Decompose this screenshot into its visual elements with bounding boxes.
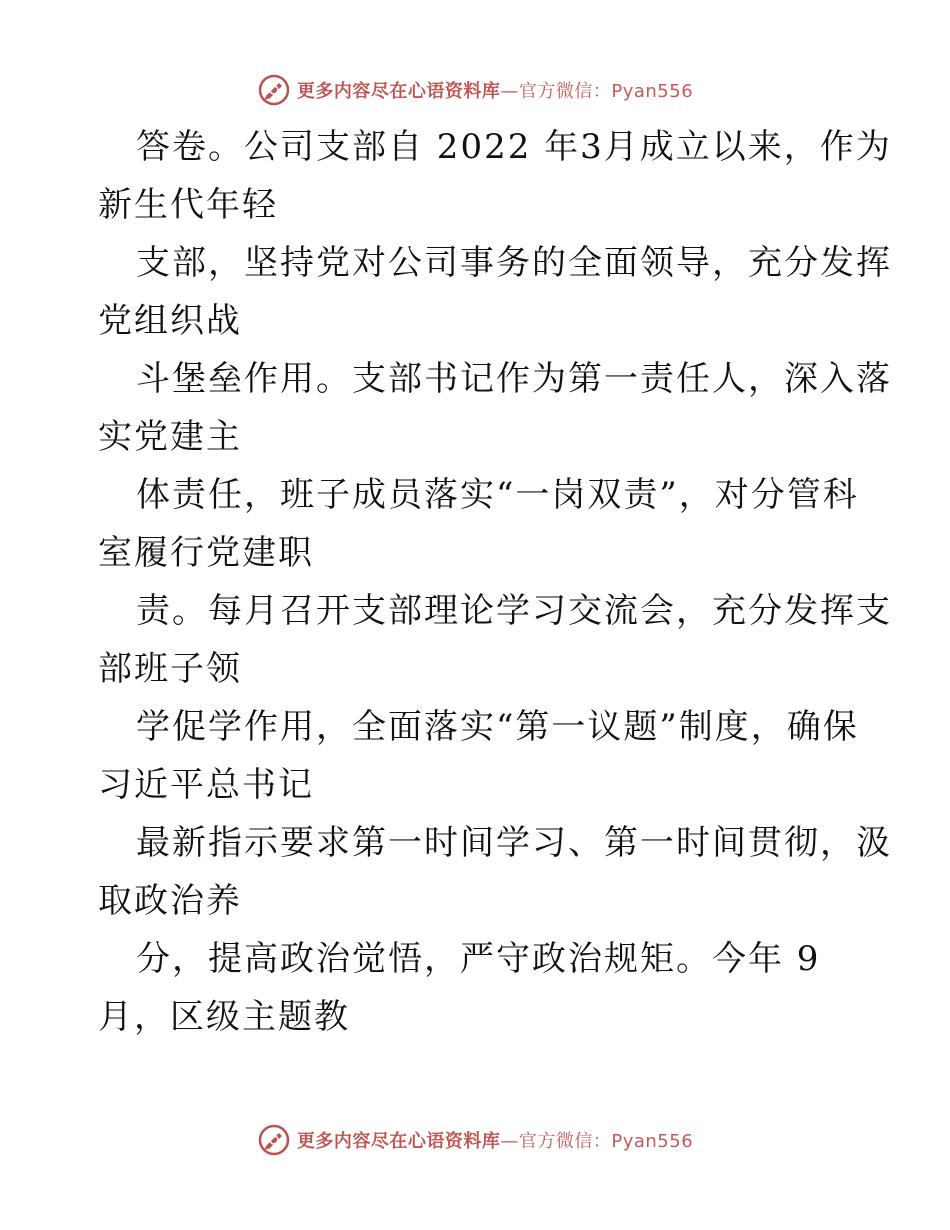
brand-logo-icon <box>257 1123 291 1157</box>
watermark-main-text: 更多内容尽在心语资料库 <box>296 81 501 102</box>
text-line: 新生代年轻 <box>98 185 278 225</box>
text-line: 月，区级主题教 <box>98 997 350 1037</box>
text-line: 答卷。公司支部自 2022 年3月成立以来，作为 <box>136 127 892 167</box>
text-line: 取政治养 <box>98 881 242 921</box>
document-body <box>98 118 892 1046</box>
text-line: 学促学作用，全面落实“第一议题”制度，确保 <box>136 707 859 747</box>
watermark-main-text: 更多内容尽在心语资料库 <box>296 1131 501 1152</box>
text-line: 斗堡垒作用。支部书记作为第一责任人，深入落 <box>136 359 892 399</box>
footer-watermark <box>0 1120 950 1160</box>
watermark-sub-text: —官方微信：Pyan556 <box>500 1131 694 1152</box>
brand-logo-icon <box>257 73 291 107</box>
text-line: 室履行党建职 <box>98 533 314 573</box>
text-line: 部班子领 <box>98 649 242 689</box>
text-line: 支部，坚持党对公司事务的全面领导，充分发挥 <box>136 243 892 283</box>
text-line: 习近平总书记 <box>98 765 314 805</box>
text-line: 实党建主 <box>98 417 242 457</box>
text-line: 最新指示要求第一时间学习、第一时间贯彻，汲 <box>136 823 892 863</box>
text-line: 党组织战 <box>98 301 242 341</box>
header-watermark <box>0 70 950 110</box>
text-line: 分，提高政治觉悟，严守政治规矩。今年 9 <box>136 939 821 979</box>
watermark-sub-text: —官方微信：Pyan556 <box>500 81 694 102</box>
text-line: 体责任，班子成员落实“一岗双责”，对分管科 <box>136 475 859 515</box>
text-line: 责。每月召开支部理论学习交流会，充分发挥支 <box>136 591 892 631</box>
